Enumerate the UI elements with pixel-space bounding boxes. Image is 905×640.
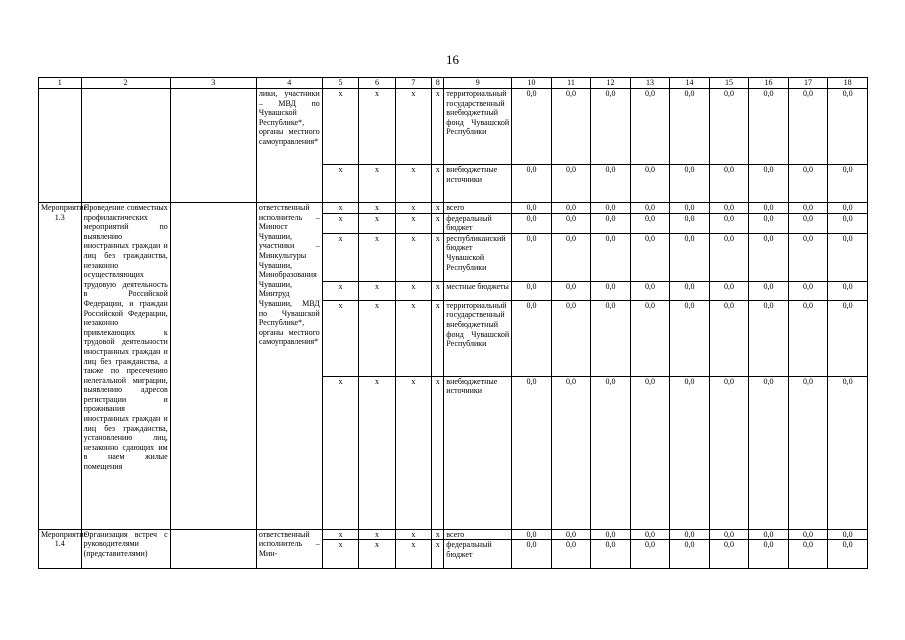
measure-code: Мероприятие 1.3 [39,203,82,530]
amount-cell: 0,0 [709,540,749,569]
table-row [39,203,868,214]
funding-source: республиканский бюджет Чувашской Республики [444,233,512,281]
x-mark: x [432,281,444,300]
x-mark: x [359,281,395,300]
amount-cell: 0,0 [512,165,552,203]
amount-cell: 0,0 [828,165,868,203]
column-header: 17 [788,78,828,89]
amount-cell: 0,0 [788,529,828,540]
amount-cell: 0,0 [512,300,552,376]
amount-cell: 0,0 [591,540,631,569]
measure-name: Проведение совместных профилактических мероприятий по выявлению иностранных граждан и лиц без гражданства, незаконно осуществляющих трудовую деятельность в Российской Федерации, и граждан Российской Федерации, незаконно привлекающих к трудовой деятельности иностранных граждан и лиц без гражданства, а также по пресечению нелегальной миграции, выявлению адресов регистрации и проживания иностранных граждан и лиц без гражданства, установлению лиц, незаконно сдающих им в наем жилые помещения [81,203,170,530]
amount-cell: 0,0 [630,233,670,281]
column-header: 3 [170,78,256,89]
x-mark: x [322,203,358,214]
amount-cell: 0,0 [670,300,710,376]
amount-cell: 0,0 [749,281,789,300]
x-mark: x [395,376,431,529]
amount-cell: 0,0 [551,281,591,300]
amount-cell: 0,0 [591,165,631,203]
amount-cell: 0,0 [828,300,868,376]
funding-source: федеральный бюджет [444,213,512,233]
funding-source: местные бюджеты [444,281,512,300]
amount-cell: 0,0 [591,300,631,376]
amount-cell: 0,0 [670,540,710,569]
amount-cell: 0,0 [670,203,710,214]
x-mark: x [322,376,358,529]
amount-cell: 0,0 [670,165,710,203]
amount-cell: 0,0 [828,281,868,300]
amount-cell: 0,0 [551,203,591,214]
x-mark: x [432,203,444,214]
amount-cell: 0,0 [512,233,552,281]
column-header: 6 [359,78,395,89]
page-number: 16 [446,52,459,67]
column-header: 18 [828,78,868,89]
amount-cell: 0,0 [749,89,789,165]
amount-cell: 0,0 [670,213,710,233]
amount-cell: 0,0 [788,203,828,214]
amount-cell: 0,0 [630,540,670,569]
column-header: 16 [749,78,789,89]
x-mark: x [432,213,444,233]
amount-cell: 0,0 [828,540,868,569]
amount-cell: 0,0 [709,529,749,540]
amount-cell: 0,0 [551,233,591,281]
amount-cell: 0,0 [512,376,552,529]
amount-cell: 0,0 [551,165,591,203]
amount-cell: 0,0 [828,376,868,529]
amount-cell: 0,0 [749,233,789,281]
amount-cell: 0,0 [670,529,710,540]
x-mark: x [395,165,431,203]
measure-code [39,89,82,203]
amount-cell: 0,0 [749,203,789,214]
funding-source: территориальный государственный внебюджетный фонд Чувашской Республики [444,300,512,376]
amount-cell: 0,0 [512,213,552,233]
column-header: 13 [630,78,670,89]
amount-cell: 0,0 [551,540,591,569]
empty-cell [170,89,256,203]
amount-cell: 0,0 [788,165,828,203]
column-header: 1 [39,78,82,89]
x-mark: x [359,376,395,529]
x-mark: x [359,300,395,376]
column-header: 14 [670,78,710,89]
table-header [39,78,868,89]
column-header: 11 [551,78,591,89]
x-mark: x [322,529,358,540]
amount-cell: 0,0 [709,300,749,376]
amount-cell: 0,0 [828,203,868,214]
amount-cell: 0,0 [709,89,749,165]
funding-source: всего [444,529,512,540]
amount-cell: 0,0 [551,89,591,165]
amount-cell: 0,0 [512,540,552,569]
amount-cell: 0,0 [591,529,631,540]
x-mark: x [322,300,358,376]
measure-name: Организация встреч с руководителями (представителями) [81,529,170,569]
amount-cell: 0,0 [788,89,828,165]
amount-cell: 0,0 [591,89,631,165]
amount-cell: 0,0 [709,165,749,203]
funding-source: внебюджетные источники [444,376,512,529]
x-mark: x [395,300,431,376]
amount-cell: 0,0 [670,281,710,300]
x-mark: x [432,89,444,165]
x-mark: x [322,89,358,165]
x-mark: x [359,540,395,569]
x-mark: x [322,281,358,300]
x-mark: x [395,281,431,300]
amount-cell: 0,0 [749,540,789,569]
amount-cell: 0,0 [630,300,670,376]
x-mark: x [322,165,358,203]
x-mark: x [432,529,444,540]
funding-source: федеральный бюджет [444,540,512,569]
table-row [39,529,868,540]
x-mark: x [359,203,395,214]
amount-cell: 0,0 [709,233,749,281]
amount-cell: 0,0 [749,300,789,376]
amount-cell: 0,0 [788,213,828,233]
column-header: 5 [322,78,358,89]
x-mark: x [395,233,431,281]
x-mark: x [359,89,395,165]
amount-cell: 0,0 [670,233,710,281]
measure-name [81,89,170,203]
amount-cell: 0,0 [670,376,710,529]
amount-cell: 0,0 [591,233,631,281]
amount-cell: 0,0 [788,233,828,281]
funding-source: всего [444,203,512,214]
amount-cell: 0,0 [749,376,789,529]
amount-cell: 0,0 [512,281,552,300]
x-mark: x [322,213,358,233]
amount-cell: 0,0 [591,203,631,214]
funding-source: внебюджетные источники [444,165,512,203]
x-mark: x [432,540,444,569]
column-header: 9 [444,78,512,89]
amount-cell: 0,0 [630,203,670,214]
amount-cell: 0,0 [512,529,552,540]
empty-cell [170,529,256,569]
amount-cell: 0,0 [828,529,868,540]
amount-cell: 0,0 [551,300,591,376]
executors: ответственный исполнитель – Мин- [256,529,322,569]
x-mark: x [322,233,358,281]
amount-cell: 0,0 [670,89,710,165]
amount-cell: 0,0 [788,540,828,569]
x-mark: x [395,213,431,233]
x-mark: x [359,233,395,281]
amount-cell: 0,0 [630,165,670,203]
x-mark: x [322,540,358,569]
column-header: 7 [395,78,431,89]
empty-cell [170,203,256,530]
x-mark: x [432,165,444,203]
amount-cell: 0,0 [591,281,631,300]
amount-cell: 0,0 [788,376,828,529]
x-mark: x [395,203,431,214]
amount-cell: 0,0 [630,89,670,165]
executors: ответственный исполнитель – Минюст Чувашии, участники – Минкультуры Чувашии, Минобразования Чувашии, Минтруд Чувашии, МВД по Чувашской Республике*, органы местного самоуправления* [256,203,322,530]
amount-cell: 0,0 [709,213,749,233]
amount-cell: 0,0 [512,89,552,165]
x-mark: x [395,540,431,569]
x-mark: x [432,376,444,529]
amount-cell: 0,0 [749,529,789,540]
x-mark: x [359,165,395,203]
executors: лики, участники – МВД по Чувашской Республике*, органы местного самоуправления* [256,89,322,203]
column-header: 10 [512,78,552,89]
column-header: 8 [432,78,444,89]
budget-table [38,77,868,569]
column-header: 15 [709,78,749,89]
measure-code: Мероприятие 1.4 [39,529,82,569]
x-mark: x [395,89,431,165]
x-mark: x [359,213,395,233]
column-header: 4 [256,78,322,89]
amount-cell: 0,0 [630,529,670,540]
amount-cell: 0,0 [630,213,670,233]
amount-cell: 0,0 [591,213,631,233]
amount-cell: 0,0 [788,300,828,376]
amount-cell: 0,0 [709,281,749,300]
column-header: 2 [81,78,170,89]
amount-cell: 0,0 [551,376,591,529]
amount-cell: 0,0 [828,89,868,165]
amount-cell: 0,0 [630,376,670,529]
x-mark: x [395,529,431,540]
amount-cell: 0,0 [709,376,749,529]
x-mark: x [432,233,444,281]
amount-cell: 0,0 [512,203,552,214]
amount-cell: 0,0 [828,233,868,281]
amount-cell: 0,0 [709,203,749,214]
funding-source: территориальный государственный внебюджетный фонд Чувашской Республики [444,89,512,165]
amount-cell: 0,0 [551,529,591,540]
amount-cell: 0,0 [828,213,868,233]
amount-cell: 0,0 [630,281,670,300]
amount-cell: 0,0 [788,281,828,300]
x-mark: x [359,529,395,540]
amount-cell: 0,0 [591,376,631,529]
column-header: 12 [591,78,631,89]
amount-cell: 0,0 [749,165,789,203]
amount-cell: 0,0 [551,213,591,233]
table-row [39,89,868,165]
x-mark: x [432,300,444,376]
amount-cell: 0,0 [749,213,789,233]
